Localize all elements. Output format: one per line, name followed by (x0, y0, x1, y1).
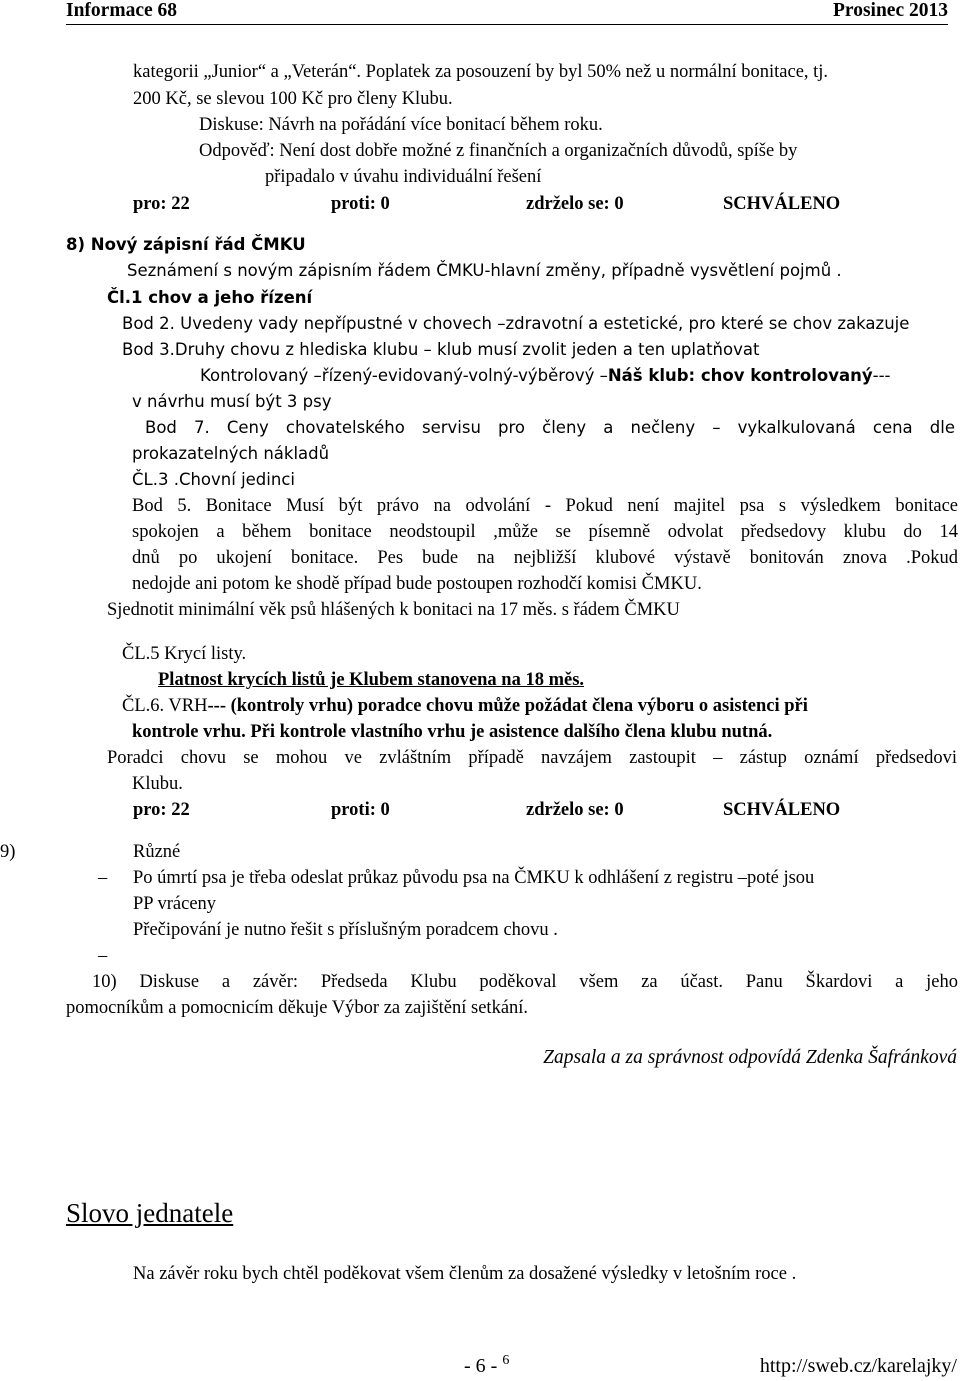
article-heading: ČL.5 Krycí listy. (122, 644, 247, 664)
list-bullet: – (98, 868, 108, 888)
text-line: Kontrolovaný –řízený-evidovaný-volný-výběrový –Náš klub: chov kontrolovaný--- (200, 366, 891, 385)
text-line: 200 Kč, se slevou 100 Kč pro členy Klubu. (133, 89, 453, 109)
list-item: Po úmrtí psa je třeba odeslat průkaz původu psa na ČMKU k odhlášení z registru –poté jsou (133, 868, 815, 888)
vote-status: SCHVÁLENO (723, 800, 841, 820)
footer-url: http://sweb.cz/karelajky/ (759, 1355, 957, 1377)
header-date: Prosinec 2013 (832, 0, 948, 21)
vote-proti: proti: 0 (331, 194, 390, 214)
text-line: kontrole vrhu. Při kontrole vlastního vrhu je asistence dalšího člena klubu nutná. (132, 722, 773, 742)
vote-pro: pro: 22 (133, 800, 190, 820)
section-heading: Různé (133, 842, 181, 862)
text-line: v návrhu musí být 3 psy (132, 392, 332, 411)
text-line: Bod 7. Ceny chovatelského servisu pro členy a nečleny – vykalkulovaná cena dle (145, 418, 955, 437)
page-number: - 6 - $^6$ (464, 1353, 510, 1377)
text-line: Seznámení s novým zápisním řádem ČMKU-hlavní změny, případně vysvětlení pojmů . (127, 261, 842, 280)
text-line: kategorii „Junior“ a „Veterán“. Poplatek za posouzení by byl 50% než u normální bonitace, tj. (133, 62, 829, 82)
text-line: Platnost krycích listů je Klubem stanovena na 18 měs. (158, 670, 585, 690)
header-publication: Informace 68 (66, 0, 178, 21)
text-line: Diskuse: Návrh na pořádání více bonitací během roku. (199, 115, 603, 135)
text-line: Odpověď: Není dost dobře možné z finančních a organizačních důvodů, spíše by (199, 141, 798, 161)
text-line: Bod 2. Uvedeny vady nepřípustné v chovech –zdravotní a estetické, pro které se chov zakazuje (122, 314, 910, 333)
text-line: dnů po ukojení bonitace. Pes bude na nejbližší klubové výstavě bonitován znova .Pokud (132, 548, 958, 568)
list-bullet: – (98, 946, 108, 966)
text-line: pomocníkům a pomocnicím děkuje Výbor za zajištění setkání. (66, 998, 529, 1018)
signature-line: Zapsala a za správnost odpovídá Zdenka Šafránková (543, 1047, 957, 1068)
article-heading: Čl.1 chov a jeho řízení (107, 288, 313, 307)
vote-proti: proti: 0 (331, 800, 390, 820)
page-number-superscript: 6 (502, 1353, 510, 1368)
text-line: Bod 3.Druhy chovu z hlediska klubu – klub musí zvolit jeden a ten uplatňovat (122, 340, 760, 359)
list-item: PP vráceny (133, 894, 217, 914)
text-line: Poradci chovu se mohou ve zvláštním případě navzájem zastoupit – zástup oznámí předsedovi (107, 748, 957, 768)
section-title: Slovo jednatele (66, 1198, 234, 1228)
text-line: ČL.6. VRH--- (kontroly vrhu) poradce chovu může požádat člena výboru o asistenci při (122, 696, 808, 716)
vote-status: SCHVÁLENO (723, 194, 841, 214)
text-line: Bod 5. Bonitace Musí být právo na odvolání - Pokud není majitel psa s výsledkem bonitace (132, 496, 958, 516)
article-heading: ČL.3 .Chovní jedinci (132, 470, 295, 489)
text-line: 10) Diskuse a závěr: Předseda Klubu poděkoval všem za účast. Panu Škardovi a jeho (92, 972, 958, 992)
vote-result (0, 192, 960, 216)
text-line: připadalo v úvahu individuální řešení (265, 167, 542, 187)
text-line: Klubu. (132, 774, 183, 794)
vote-abstain: zdrželo se: 0 (526, 800, 624, 820)
text-line: spokojen a během bonitace neodstoupil ,může se písemně odvolat předsedovy klubu do 14 (132, 522, 958, 542)
text-line: Sjednotit minimální věk psů hlášených k bonitaci na 17 měs. s řádem ČMKU (107, 600, 680, 620)
vote-result (0, 798, 960, 822)
list-item: Přečipování je nutno řešit s příslušným poradcem chovu . (133, 920, 558, 940)
section-number: 9) (0, 842, 16, 862)
vote-pro: pro: 22 (133, 194, 190, 214)
text-line: prokazatelných nákladů (132, 444, 330, 463)
text-line: Na závěr roku bych chtěl poděkovat všem členům za dosažené výsledky v letošním roce . (133, 1264, 797, 1284)
page-header (66, 0, 948, 25)
section-heading: 8) Nový zápisní řád ČMKU (66, 235, 306, 254)
text-line: nedojde ani potom ke shodě případ bude postoupen rozhodčí komisi ČMKU. (132, 574, 702, 594)
vote-abstain: zdrželo se: 0 (526, 194, 624, 214)
